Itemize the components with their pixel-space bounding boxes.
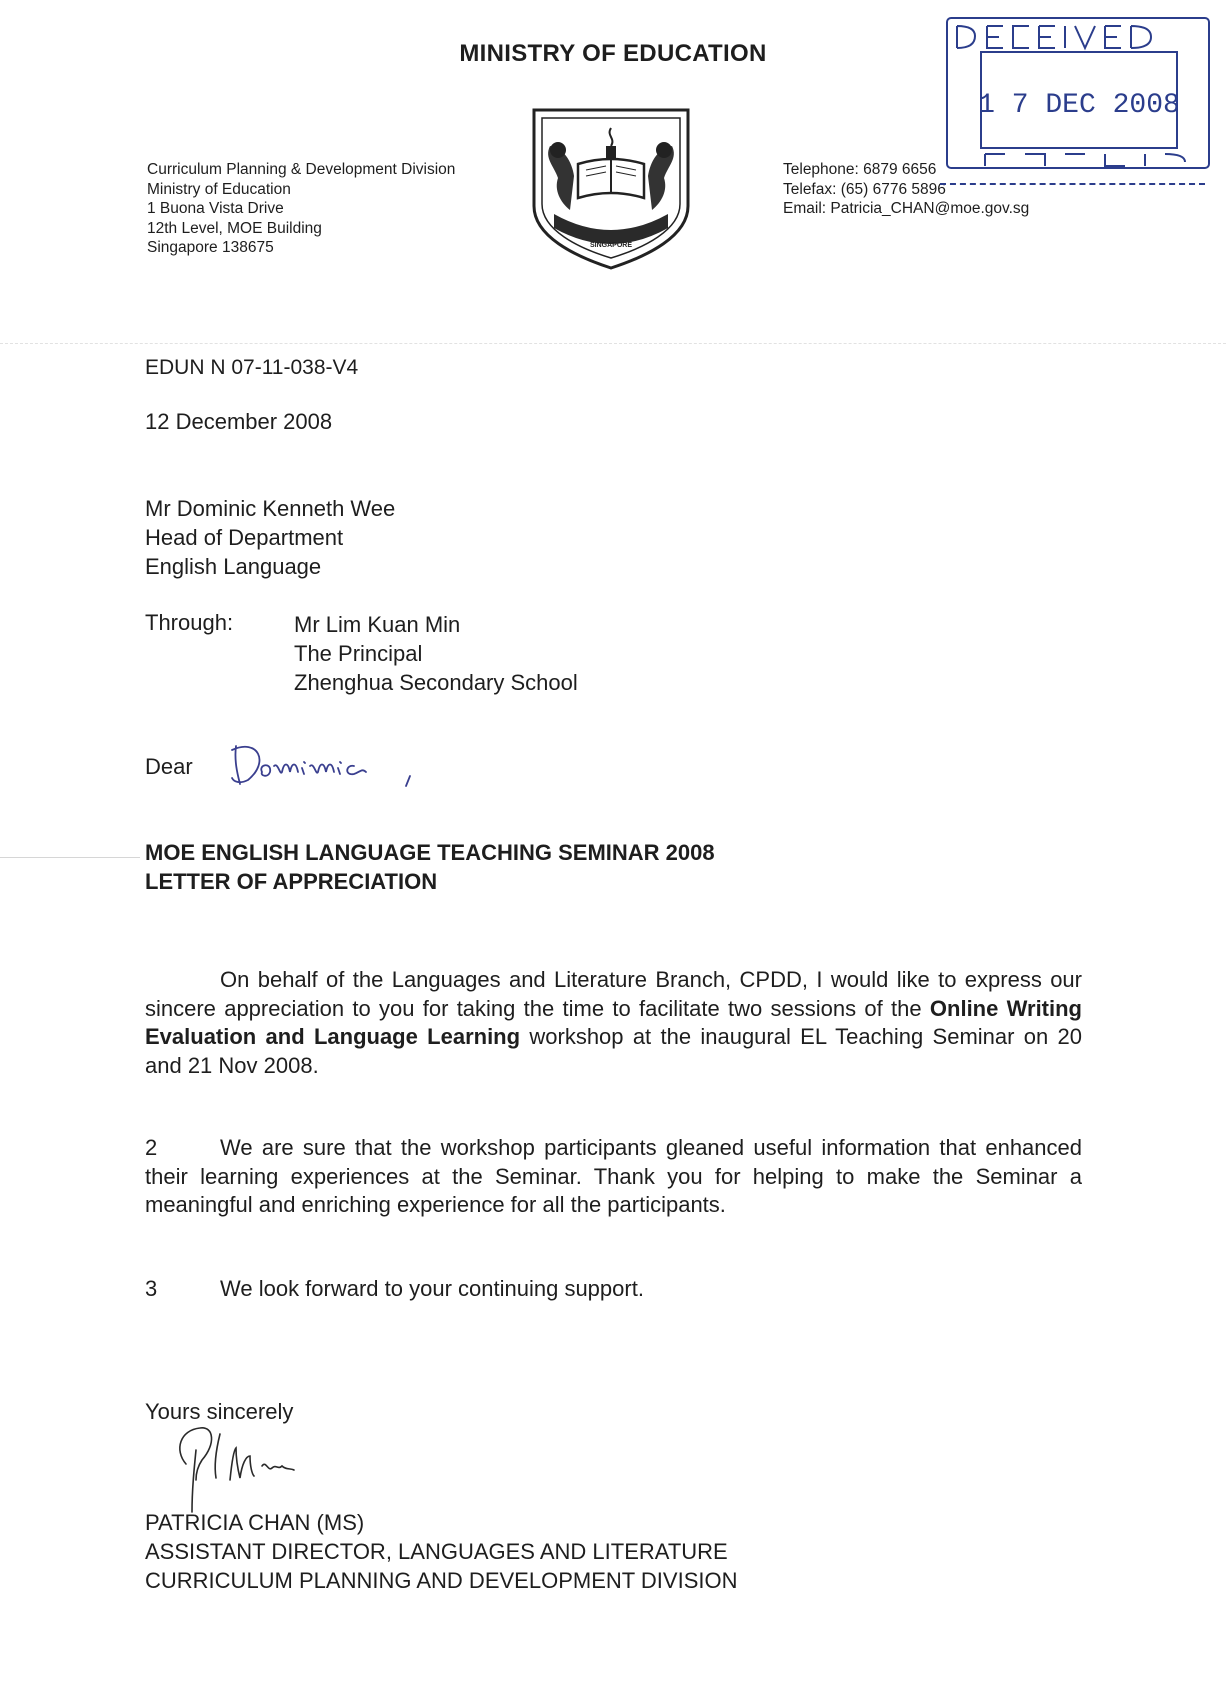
paragraph-1-text: On behalf of the Languages and Literature Branch, CPDD, I would like to express our sincere appreciation to you for taking the time to facilitate two sessions of the [145, 967, 1082, 1021]
moe-crest-logo [528, 106, 694, 272]
fold-line [0, 343, 1226, 344]
closing: Yours sincerely [145, 1399, 294, 1424]
address-line: 12th Level, MOE Building [147, 219, 322, 237]
signer-block [145, 1508, 737, 1595]
telephone: Telephone: 6879 6656 [783, 161, 937, 178]
through-block [294, 610, 578, 697]
through-school: Zhenghua Secondary School [294, 670, 578, 695]
through-name: Mr Lim Kuan Min [294, 612, 461, 637]
recipient-name: Mr Dominic Kenneth Wee [145, 496, 396, 521]
address-line: Curriculum Planning & Development Division [147, 161, 456, 178]
email: Email: Patricia_CHAN@moe.gov.sg [783, 200, 1030, 217]
svg-text:SINGAPORE: SINGAPORE [589, 242, 633, 249]
paragraph-number: 2 [145, 1135, 158, 1160]
signer-name: PATRICIA CHAN (MS) [145, 1510, 365, 1535]
subject-line: MOE ENGLISH LANGUAGE TEACHING SEMINAR 2008 [145, 840, 715, 865]
address-line: Ministry of Education [147, 180, 291, 198]
subject-heading [145, 838, 715, 896]
workshop-title: Online Writing Evaluation and Language Learning [145, 995, 1082, 1049]
division-address [147, 160, 455, 258]
through-label: Through: [145, 610, 234, 635]
paragraph-1-text-end: workshop at the inaugural EL Teaching Seminar on 20 and 21 Nov 2008. [145, 1024, 1082, 1078]
paragraph-1 [145, 966, 1082, 1080]
recipient-title: Head of Department [145, 525, 344, 550]
reference-number: EDUN N 07-11-038-V4 [145, 356, 359, 379]
paragraph-3-text: We look forward to your continuing support. [220, 1276, 644, 1301]
signer-division: CURRICULUM PLANNING AND DEVELOPMENT DIVISION [145, 1568, 738, 1593]
fold-line [0, 857, 140, 858]
subject-line: LETTER OF APPRECIATION [145, 869, 438, 894]
received-stamp [945, 14, 1215, 200]
recipient-department: English Language [145, 554, 322, 579]
handwritten-name [228, 732, 428, 792]
through-title: The Principal [294, 641, 423, 666]
stamp-date: 1 7 DEC 2008 [978, 90, 1180, 121]
recipient-block [145, 494, 395, 581]
signer-title: ASSISTANT DIRECTOR, LANGUAGES AND LITERATURE [145, 1539, 728, 1564]
salutation: Dear [145, 754, 193, 779]
stamp-dashed-line [940, 183, 1205, 185]
telefax: Telefax: (65) 6776 5896 [783, 180, 946, 198]
address-line: 1 Buona Vista Drive [147, 200, 284, 217]
paragraph-3 [145, 1275, 1082, 1304]
letter-date: 12 December 2008 [145, 409, 333, 434]
paragraph-2-text: We are sure that the workshop participants gleaned useful information that enhanced their learning experiences at the Seminar. Thank you for helping to make the Seminar a meaningful and enriching experience for all the participants. [145, 1135, 1082, 1217]
paragraph-2 [145, 1134, 1082, 1220]
ministry-title: MINISTRY OF EDUCATION [459, 40, 767, 67]
address-line: Singapore 138675 [147, 239, 274, 256]
signature [170, 1420, 350, 1520]
paragraph-number: 3 [145, 1276, 158, 1301]
